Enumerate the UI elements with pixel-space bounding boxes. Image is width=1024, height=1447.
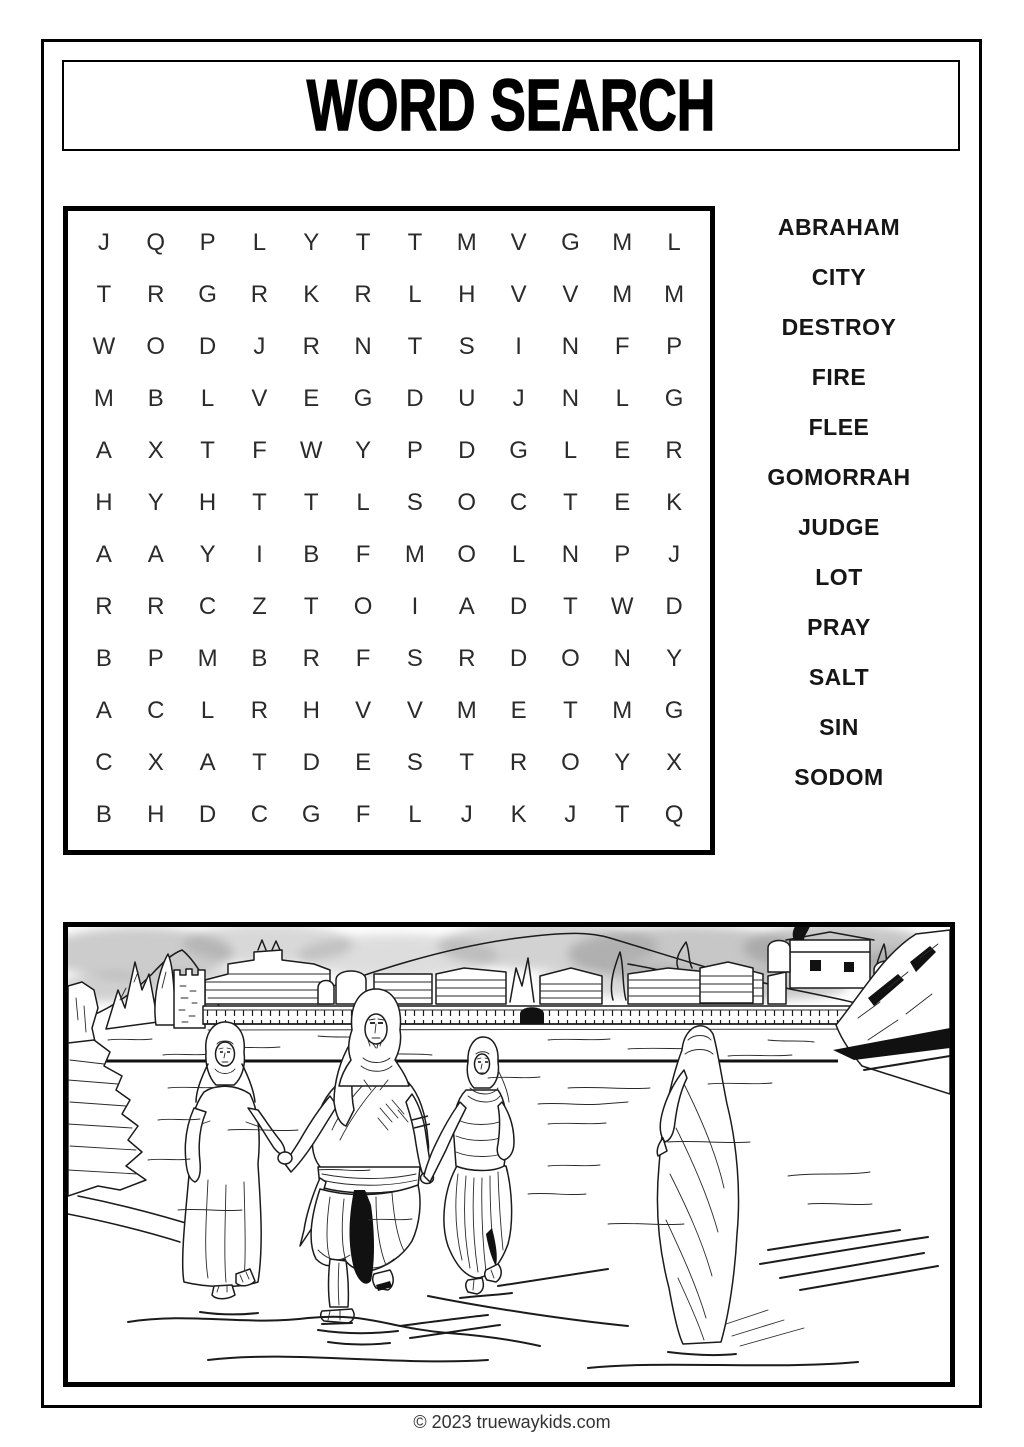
grid-letter: F [355,645,371,672]
grid-letter: J [460,801,473,828]
grid-letter: L [408,281,422,308]
grid-letter: V [251,385,268,412]
grid-letter: N [613,645,631,672]
grid-letter: L [563,437,578,464]
grid-letter: D [458,437,476,464]
grid-letter: P [666,333,683,360]
grid-letter: D [509,593,528,620]
grid-letter: V [510,229,527,256]
grid-letter: O [353,593,373,620]
grid-letter: O [561,645,580,672]
grid-letter: A [199,749,216,776]
grid-letter: G [664,697,684,724]
grid-letter: T [355,229,371,256]
grid-letter: I [515,333,522,360]
grid-letter: J [668,541,681,568]
grid-letter: S [458,333,475,360]
grid-letter: N [354,333,372,360]
grid-letter: D [509,645,528,672]
grid-letter: K [303,281,320,308]
grid-letter: E [614,489,631,516]
grid-letter: A [95,541,112,568]
grid-letter: R [458,645,476,672]
word-list-item: GOMORRAH [767,463,911,490]
grid-letter: P [147,645,164,672]
grid-letter: C [198,593,217,620]
grid-letter: H [302,697,320,724]
grid-letter: C [95,749,113,776]
grid-letter: Y [199,541,216,568]
grid-letter: R [250,281,269,308]
grid-letter: C [509,489,528,516]
grid-letter: B [303,541,320,568]
grid-letter: S [406,489,423,516]
grid-letter: H [147,801,165,828]
word-list-item: PRAY [807,613,871,640]
grid-letter: M [612,229,633,256]
grid-letter: M [197,645,218,672]
grid-letter: A [95,437,112,464]
grid-letter: R [665,437,683,464]
grid-letter: M [404,541,425,568]
grid-letter: T [252,489,267,516]
grid-letter: T [407,333,423,360]
word-list-item: SALT [808,663,870,690]
page-title: WORD SEARCH [306,65,716,146]
grid-letter: D [198,333,217,360]
grid-letter: O [561,749,580,776]
clasped-hands-left [278,1152,292,1164]
grid-letter: D [665,593,683,620]
grid-letter: L [667,229,681,256]
word-list-item: DESTROY [781,313,897,340]
grid-letter: B [147,385,164,412]
grid-letter: Y [614,749,631,776]
grid-letter: Q [664,801,684,828]
grid-letter: M [612,281,633,308]
grid-letter: S [406,645,423,672]
grid-letter: E [510,697,527,724]
grid-letter: T [200,437,215,464]
grid-letter: Z [252,593,267,620]
figure-woman-left [183,1022,285,1299]
grid-letter: D [302,749,320,776]
grid-letter: P [614,541,631,568]
grid-letter: T [252,749,267,776]
grid-letter: P [199,229,216,256]
figure-man [278,989,434,1324]
grid-letter: G [561,229,580,256]
grid-letter: G [664,385,684,412]
grid-letter: M [93,385,114,412]
word-list-item: FIRE [811,363,867,390]
grid-letter: T [407,229,423,256]
grid-letter: B [95,801,112,828]
grid-letter: R [509,749,528,776]
city-gate [520,1007,544,1024]
grid-letter: A [95,697,112,724]
grid-letter: D [198,801,217,828]
grid-letter: U [458,385,476,412]
grid-letter: Y [303,229,320,256]
grid-letter: R [147,281,165,308]
grid-letter: T [614,801,630,828]
word-list-item: FLEE [808,413,870,440]
grid-letter: O [457,541,477,568]
word-list-item: CITY [811,263,867,290]
grid-letter: B [251,645,268,672]
grid-letter: X [147,437,164,464]
grid-letter: V [562,281,579,308]
grid-letter: P [406,437,423,464]
grid-letter: K [510,801,527,828]
grid-letter: E [303,385,320,412]
grid-letter: L [356,489,370,516]
grid-letter: G [353,385,373,412]
grid-letter: W [610,593,634,620]
grid-letter: G [301,801,321,828]
grid-letter: C [147,697,165,724]
grid-letter: J [97,229,110,256]
grid-letter: T [563,489,578,516]
grid-letter: W [92,333,116,360]
grid-letter: Y [666,645,683,672]
grid-letter: E [614,437,631,464]
grid-letter: L [200,697,215,724]
grid-letter: C [250,801,269,828]
grid-letter: W [299,437,323,464]
grid-letter: J [564,801,577,828]
word-list-item: SODOM [794,763,884,790]
grid-letter: H [458,281,476,308]
grid-letter: O [457,489,477,516]
grid-letter: L [615,385,629,412]
grid-letter: O [146,333,166,360]
grid-letter: I [411,593,419,620]
grid-letter: X [666,749,683,776]
grid-letter: S [406,749,423,776]
grid-letter: R [354,281,372,308]
grid-letter: R [250,697,269,724]
figure-looking-back [657,1026,804,1346]
grid-letter: Y [355,437,372,464]
grid-letter: I [256,541,263,568]
grid-letter: N [561,333,580,360]
grid-letter: B [95,645,112,672]
word-list [716,202,962,802]
grid-letter: R [95,593,113,620]
grid-letter: M [456,697,477,724]
scene-illustration [68,927,950,1382]
grid-letter: L [252,229,267,256]
footer-copyright: © 2023 truewaykids.com [413,1412,611,1432]
grid-letter: Y [147,489,164,516]
word-list-item: ABRAHAM [777,213,901,240]
grid-letter: F [355,541,371,568]
word-list-item: JUDGE [798,513,880,540]
watchtower [174,969,205,1028]
figure-young-woman [424,1037,514,1294]
grid-letter: L [200,385,215,412]
title-box [62,60,960,151]
word-list-item: SIN [819,713,859,740]
grid-letter: R [147,593,165,620]
grid-letter: H [198,489,217,516]
grid-letter: T [563,593,578,620]
grid-letter: G [198,281,217,308]
grid-letter: T [459,749,475,776]
grid-letter: R [302,645,320,672]
grid-letter: V [406,697,423,724]
grid-letter: H [95,489,113,516]
grid-letter: G [509,437,528,464]
word-grid [68,211,710,850]
grid-letter: T [303,489,319,516]
grid-letter: E [355,749,372,776]
grid-letter: L [511,541,526,568]
grid-letter: R [302,333,320,360]
grid-letter: M [456,229,477,256]
grid-letter: M [664,281,685,308]
grid-letter: J [253,333,266,360]
grid-letter: N [561,385,580,412]
grid-letter: V [510,281,527,308]
grid-letter: N [561,541,580,568]
grid-letter: D [406,385,424,412]
word-list-item: LOT [815,563,863,590]
grid-letter: X [147,749,164,776]
grid-letter: F [252,437,267,464]
grid-letter: K [666,489,683,516]
grid-letter: T [303,593,319,620]
grid-letter: A [147,541,164,568]
grid-letter: F [614,333,630,360]
word-search-grid-box [63,206,715,855]
grid-letter: T [96,281,112,308]
grid-letter: Q [146,229,166,256]
grid-letter: M [612,697,633,724]
grid-letter: V [355,697,372,724]
illustration-box [63,922,955,1387]
grid-letter: L [408,801,422,828]
grid-letter: F [355,801,371,828]
grid-letter: T [563,697,578,724]
grid-letter: J [512,385,525,412]
grid-letter: A [458,593,475,620]
city-wall [203,1006,930,1030]
